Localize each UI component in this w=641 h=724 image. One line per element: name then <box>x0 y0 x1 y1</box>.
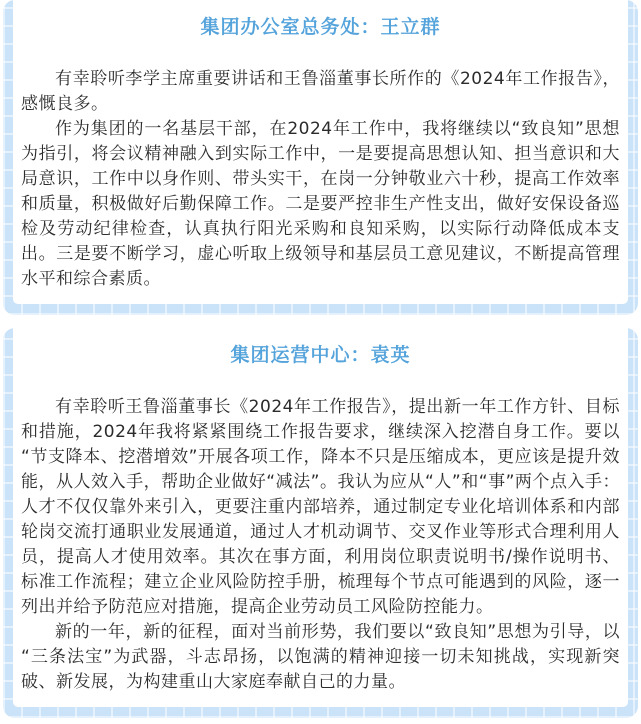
section-card-body <box>13 0 628 304</box>
section-card-operations-center <box>3 328 638 718</box>
section-title: 集团办公室总务处：王立群 <box>200 16 441 38</box>
paragraph: 有幸聆听李学主席重要讲话和王鲁淄董事长所作的《2024年工作报告》，感慨良多。 <box>21 69 620 114</box>
section-card-body <box>13 328 628 707</box>
section-title: 集团运营中心：袁英 <box>230 344 411 366</box>
section-card-general-office <box>3 0 638 315</box>
paragraph: 有幸聆听王鲁淄董事长《2024年工作报告》，提出新一年工作方针、目标和措施，2024年我将紧紧围绕工作报告要求，继续深入挖潜自身工作。要以“节支降本、挖潜增效”开展各项工作，降本不只是压缩成本，更应该是提升效能，从人效入手，帮助企业做好“减法”。我认为应从“人”和“事”两个点入手：人才不仅仅靠外来引入，更要注重内部培养，通过制定专业化培训体系和内部轮岗交流打通职业发展通道，通过人才机动调节、交叉作业等形式合理利用人员，提高人才使用效率。其次在事方面，利用岗位职责说明书/操作说明书、标准工作流程；建立企业风险防控手册，梳理每个节点可能遇到的风险，逐一列出并给予防范应对措施，提高企业劳动员工风险防控能力。 <box>21 397 620 617</box>
paragraph: 新的一年，新的征程，面对当前形势，我们要以“致良知”思想为引导，以“三条法宝”为武器，斗志昂扬，以饱满的精神迎接一切未知挑战，实现新突破、新发展，为构建重山大家庭奉献自己的力量。 <box>21 622 620 692</box>
paragraph: 作为集团的一名基层干部，在2024年工作中，我将继续以“致良知”思想为指引，将会议精神融入到实际工作中，一是要提高思想认知、担当意识和大局意识，工作中以身作则、带头实干，在岗一分钟敬业六十秒，提高工作效率和质量，积极做好后勤保障工作。二是要严控非生产性支出，做好安保设备巡检及劳动纪律检查，认真执行阳光采购和良知采购，以实际行动降低成本支出。三是要不断学习，虚心听取上级领导和基层员工意见建议，不断提高管理水平和综合素质。 <box>21 119 620 289</box>
